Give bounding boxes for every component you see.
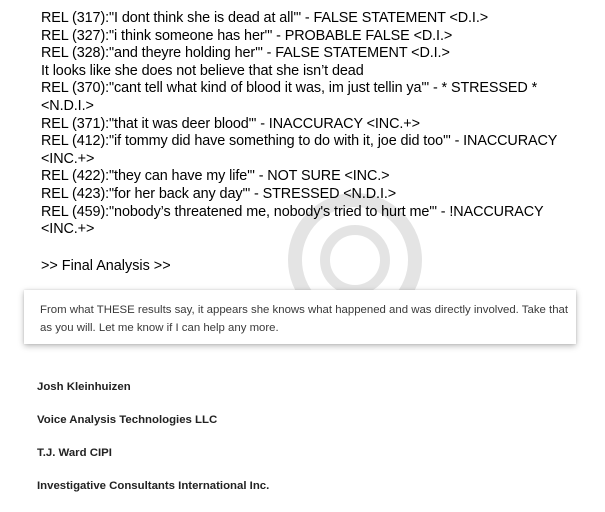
analyst-company: Voice Analysis Technologies LLC	[37, 414, 218, 426]
final-analysis-text: From what THESE results say, it appears she knows what happened and was directly involved. Take that as you will. Let me know if I can help any more.	[40, 304, 569, 334]
finding-note: It looks like she does not believe that she isn’t dead	[41, 62, 364, 79]
finding-line: REL (317):"I dont think she is dead at all'" - FALSE STATEMENT <D.I.>	[41, 10, 489, 26]
signature-block	[37, 380, 269, 512]
finding-line: REL (370):"cant tell what kind of blood it was, im just tellin ya'" - * STRESSED * <N.D.I.>	[41, 80, 538, 114]
investigator-company: Investigative Consultants International Inc.	[37, 480, 270, 492]
finding-line: REL (459):"nobody’s threatened me, nobody's tried to hurt me'" - !NACCURACY <INC.+>	[41, 203, 544, 238]
finding-line: REL (328):"and theyre holding her'" - FALSE STATEMENT <D.I.>	[41, 45, 450, 62]
final-analysis-box	[24, 290, 576, 344]
finding-line: REL (327):"i think someone has her'" - PROBABLE FALSE <D.I.>	[41, 27, 453, 44]
investigator-name: T.J. Ward CIPI	[37, 447, 112, 459]
final-analysis-heading: >> Final Analysis >>	[41, 258, 171, 274]
analyst-name: Josh Kleinhuizen	[37, 381, 131, 393]
finding-line: REL (371):"that it was deer blood'" - INACCURACY <INC.+>	[41, 115, 420, 132]
findings-list	[41, 10, 589, 239]
finding-line: REL (422):"they can have my life'" - NOT SURE <INC.>	[41, 168, 390, 185]
finding-line: REL (423):"for her back any day'" - STRESSED <N.D.I.>	[41, 185, 397, 202]
finding-line: REL (412):"if tommy did have something to do with it, joe did too'" - INACCURACY <INC.+>	[41, 133, 558, 167]
